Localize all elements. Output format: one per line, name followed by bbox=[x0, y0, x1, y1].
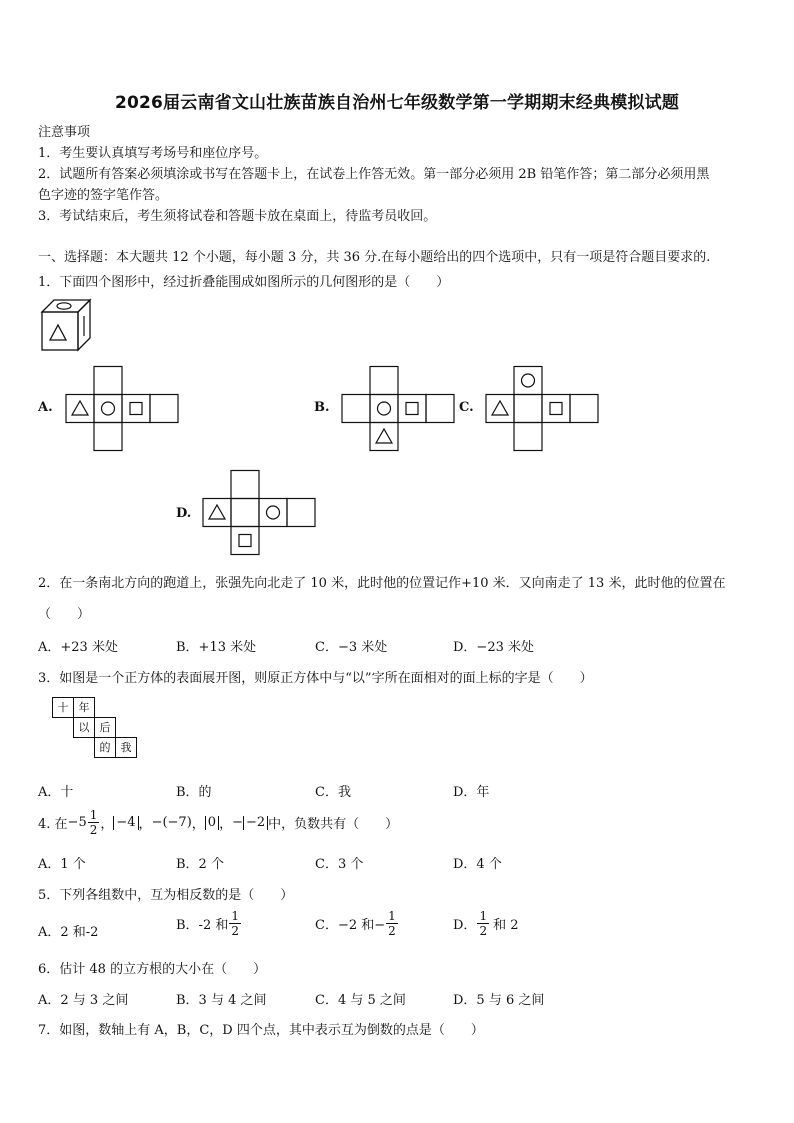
q2-option-d: D．−23 米处 bbox=[453, 640, 534, 655]
q4-term-d: 0 bbox=[205, 816, 219, 830]
option-b-label: B. bbox=[314, 400, 330, 415]
fraction-numerator: 1 bbox=[388, 909, 396, 923]
option-text: 和 2 bbox=[493, 918, 519, 933]
q6-option-c: C．4 与 5 之间 bbox=[315, 993, 406, 1008]
fraction-denominator: 2 bbox=[89, 823, 98, 837]
q4-fraction bbox=[88, 809, 100, 836]
grid-cell: 我 bbox=[115, 737, 137, 758]
notice-item: 2．试题所有答案必须填涂或书写在答题卡上，在试卷上作答无效。第一部分必须用 2B 铅笔作答；第二部分必须用黑 bbox=[38, 167, 710, 182]
option-a-label: A. bbox=[38, 400, 53, 415]
section-heading: 一、选择题：本大题共 12 个小题，每小题 3 分，共 36 分.在每小题给出的四个选项中，只有一项是符合题目要求的. bbox=[38, 250, 711, 265]
fraction bbox=[386, 910, 398, 937]
net-c-figure bbox=[485, 366, 601, 452]
cube-net-word-grid bbox=[52, 697, 142, 763]
option-d-label: D. bbox=[176, 506, 192, 521]
notice-heading: 注意事项 bbox=[38, 125, 91, 140]
q2-option-b: B．+13 米处 bbox=[176, 640, 257, 655]
fraction-denominator: 2 bbox=[479, 924, 488, 938]
notice-item: 1．考生要认真填写考场号和座位序号。 bbox=[38, 146, 268, 161]
q3-option-a: A．十 bbox=[38, 785, 74, 800]
fraction-denominator: 2 bbox=[388, 924, 396, 938]
q4-term-e: −2 bbox=[243, 816, 268, 830]
q5-option-b bbox=[176, 910, 242, 937]
q2-option-a: A．+23 米处 bbox=[38, 640, 118, 655]
net-b-figure bbox=[341, 366, 457, 452]
q6-option-d: D．5 与 6 之间 bbox=[453, 993, 545, 1008]
question-6-stem: 6．估计 48 的立方根的大小在（ ） bbox=[38, 962, 267, 977]
grid-cell: 年 bbox=[73, 697, 95, 718]
q4-term-b: −4 bbox=[113, 816, 138, 830]
grid-cell: 十 bbox=[52, 697, 74, 718]
separator: ， bbox=[191, 817, 205, 832]
option-text: B．-2 和 bbox=[176, 918, 229, 933]
q3-option-b: B．的 bbox=[176, 785, 212, 800]
q4-term-e-sign: − bbox=[232, 815, 243, 830]
fraction-denominator: 2 bbox=[231, 924, 239, 938]
q5-option-a: A．2 和-2 bbox=[38, 925, 99, 940]
fraction bbox=[229, 910, 241, 937]
question-2-stem: 2．在一条南北方向的跑道上，张强先向北走了 10 米，此时他的位置记作+10 米．又向南走了 13 米，此时他的位置在 bbox=[38, 576, 726, 591]
q3-option-d: D．年 bbox=[453, 785, 490, 800]
fraction-numerator: 1 bbox=[479, 909, 488, 923]
option-c-label: C. bbox=[459, 400, 474, 415]
net-d-figure bbox=[202, 470, 318, 556]
question-7-stem: 7．如图，数轴上有 A，B，C，D 四个点，其中表示互为倒数的点是（ ） bbox=[38, 1023, 484, 1038]
notice-item: 3．考试结束后，考生须将试卷和答题卡放在桌面上，待监考员收回。 bbox=[38, 209, 437, 224]
grid-cell: 的 bbox=[94, 737, 116, 758]
separator: ， bbox=[138, 817, 152, 832]
option-text: C．−2 和− bbox=[315, 918, 386, 933]
page-title: 2026届云南省文山壮族苗族自治州七年级数学第一学期期末经典模拟试题 bbox=[114, 93, 680, 113]
cube-figure bbox=[38, 298, 98, 354]
q4-option-b: B．2 个 bbox=[176, 857, 224, 872]
notice-item: 色字迹的签字笔作答。 bbox=[38, 188, 169, 203]
question-5-stem: 5．下列各组数中，互为相反数的是（ ） bbox=[38, 888, 294, 903]
q4-term-c: −(−7) bbox=[151, 815, 192, 830]
q4-option-d: D．4 个 bbox=[453, 857, 502, 872]
q6-option-a: A．2 与 3 之间 bbox=[38, 993, 129, 1008]
q3-option-c: C．我 bbox=[315, 785, 351, 800]
fraction-numerator: 1 bbox=[89, 808, 98, 822]
q4-option-c: C．3 个 bbox=[315, 857, 364, 872]
separator: ， bbox=[100, 817, 114, 832]
q2-option-c: C．−3 米处 bbox=[315, 640, 388, 655]
question-4-stem bbox=[38, 809, 398, 836]
q4-prefix: 4. 在 bbox=[38, 817, 68, 832]
q4-term-a: −5 bbox=[67, 815, 87, 830]
question-3-stem: 3．如图是一个正方体的表面展开图，则原正方体中与“以”字所在面相对的面上标的字是（ ） bbox=[38, 671, 593, 686]
q5-option-c bbox=[315, 910, 399, 937]
question-1-stem: 1．下面四个图形中，经过折叠能围成如图所示的几何图形的是（ ） bbox=[38, 275, 450, 290]
net-a-figure bbox=[65, 366, 181, 452]
fraction bbox=[477, 910, 489, 937]
question-2-stem-cont: （ ） bbox=[38, 607, 91, 622]
separator: ， bbox=[219, 817, 233, 832]
fraction-numerator: 1 bbox=[231, 909, 239, 923]
q4-option-a: A．1 个 bbox=[38, 857, 86, 872]
grid-cell: 以 bbox=[73, 717, 95, 738]
grid-cell: 后 bbox=[94, 717, 116, 738]
q5-option-d bbox=[453, 910, 518, 937]
q6-option-b: B．3 与 4 之间 bbox=[176, 993, 267, 1008]
q4-suffix: 中，负数共有（ ） bbox=[268, 817, 399, 832]
option-text: D． bbox=[453, 918, 477, 933]
